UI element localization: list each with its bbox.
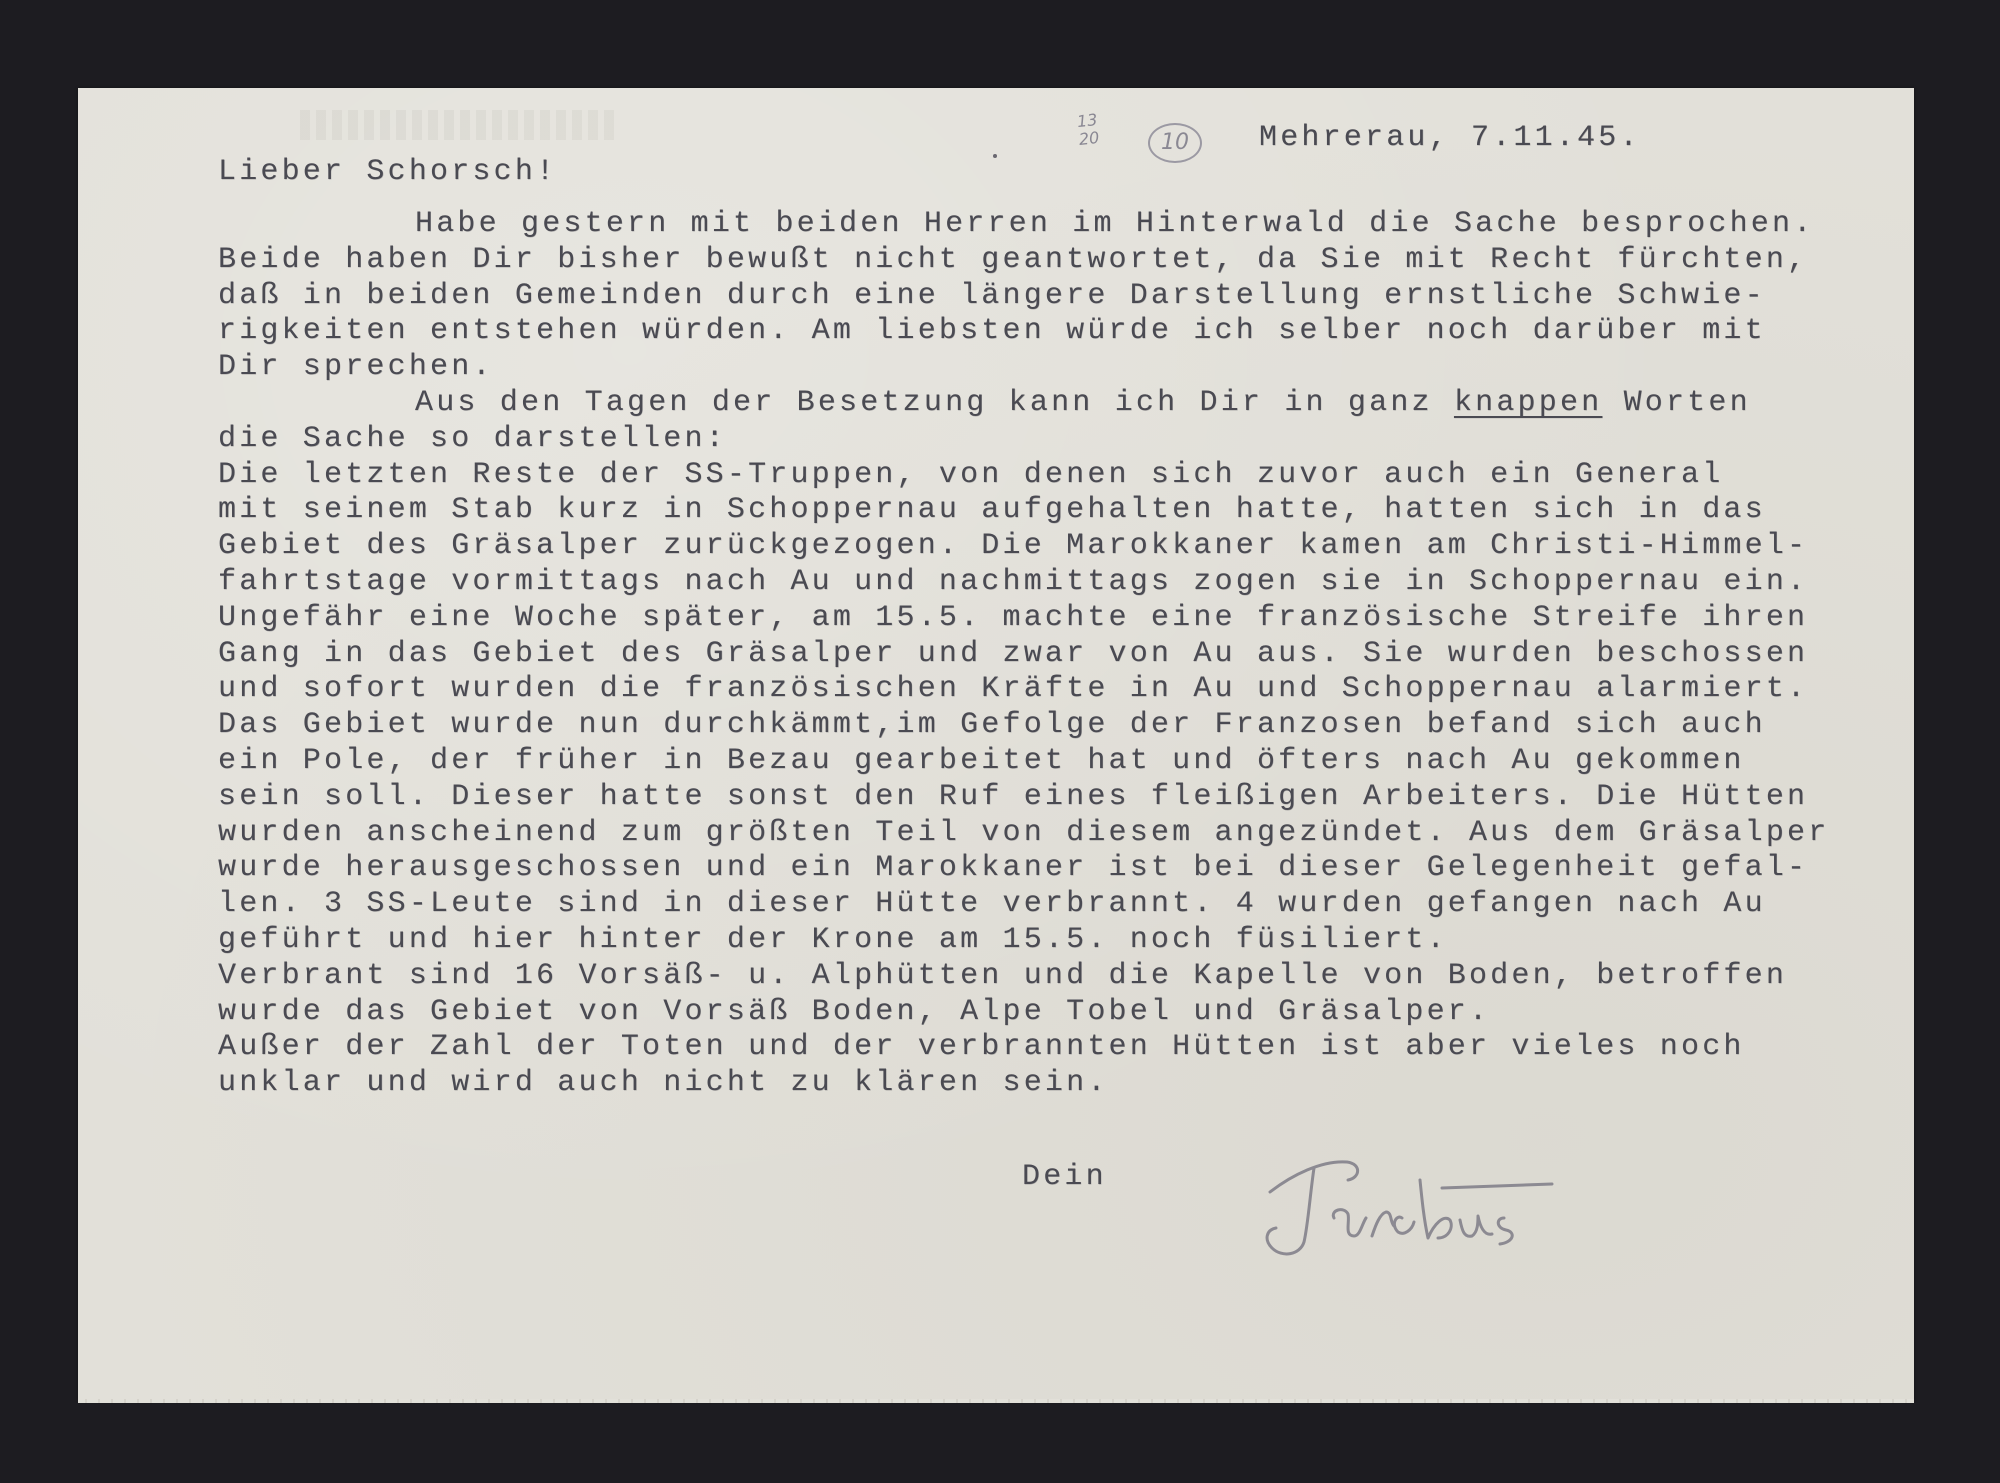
body-line: [218, 350, 1829, 386]
body-line-text: len. 3 SS-Leute sind in dieser Hütte verbrannt. 4 wurden gefangen nach Au: [218, 887, 1766, 922]
place-and-date: Mehrerau, 7.11.45.: [1259, 121, 1641, 155]
body-line-text: sein soll. Dieser hatte sonst den Ruf eines fleißigen Arbeiters. Die Hütten: [218, 779, 1809, 814]
body-line-text: daß in beiden Gemeinden durch eine längere Darstellung ernstliche Schwie-: [218, 278, 1766, 313]
body-line-text: Gang in das Gebiet des Gräsalper und zwar von Au aus. Sie wurden beschossen: [218, 636, 1809, 671]
body-line-text: Außer der Zahl der Toten und der verbrannten Hütten ist aber vieles noch: [218, 1030, 1745, 1065]
body-line-text: unklar und wird auch nicht zu klären sein.: [218, 1066, 1109, 1101]
body-line: [218, 672, 1829, 708]
closing-word: Dein: [1022, 1160, 1107, 1194]
body-line: [218, 959, 1829, 995]
body-line-text: Das Gebiet wurde nun durchkämmt,im Gefolge der Franzosen befand sich auch: [218, 708, 1766, 743]
body-line: [218, 780, 1829, 816]
body-line-text: ein Pole, der früher in Bezau gearbeitet hat und öfters nach Au gekommen: [218, 743, 1745, 778]
body-line: [218, 565, 1829, 601]
faded-stamp-mark: [300, 110, 620, 140]
body-line-text: Gebiet des Gräsalper zurückgezogen. Die Marokkaner kamen am Christi-Himmel-: [218, 529, 1809, 564]
body-line: [218, 529, 1829, 565]
body-line: [218, 601, 1829, 637]
body-line: [218, 207, 1829, 243]
body-line: [218, 923, 1829, 959]
body-line: [218, 1066, 1829, 1102]
body-line-text: Ungefähr eine Woche später, am 15.5. machte eine französische Streife ihren: [218, 600, 1809, 635]
body-line-text: Die letzten Reste der SS-Truppen, von denen sich zuvor auch ein General: [218, 457, 1724, 492]
handwritten-signature: [1252, 1140, 1572, 1270]
body-line-text: Habe gestern mit beiden Herren im Hinterwald die Sache besprochen.: [415, 207, 1815, 241]
body-line-text-after: Worten: [1602, 385, 1751, 420]
body-line-text: und sofort wurden die französischen Kräfte in Au und Schoppernau alarmiert.: [218, 672, 1809, 707]
body-line: [218, 851, 1829, 887]
body-line-text: geführt und hier hinter der Krone am 15.5. noch füsiliert.: [218, 922, 1448, 957]
body-line: [218, 314, 1829, 350]
body-line: [218, 708, 1829, 744]
archive-pencil-number: 13 20: [1076, 110, 1101, 149]
body-line-text: rigkeiten entstehen würden. Am liebsten würde ich selber noch darüber mit: [218, 314, 1766, 349]
body-line-text: die Sache so darstellen:: [218, 421, 727, 456]
body-line: [218, 243, 1829, 279]
body-line: [218, 744, 1829, 780]
body-line-text: wurde das Gebiet von Vorsäß Boden, Alpe Tobel und Gräsalper.: [218, 994, 1491, 1029]
body-line: [218, 995, 1829, 1031]
body-line: [218, 887, 1829, 923]
body-line: [218, 637, 1829, 673]
archive-circled-number: 10: [1148, 123, 1202, 163]
body-line: [218, 422, 1829, 458]
body-line: [218, 493, 1829, 529]
body-line-text: Beide haben Dir bisher bewußt nicht geantwortet, da Sie mit Recht fürchten,: [218, 242, 1809, 277]
body-line-text: wurden anscheinend zum größten Teil von diesem angezündet. Aus dem Gräsalper: [218, 815, 1830, 850]
body-line: [218, 816, 1829, 852]
salutation: Lieber Schorsch!: [218, 155, 558, 189]
body-line-text: Aus den Tagen der Besetzung kann ich Dir in ganz: [415, 385, 1454, 420]
ink-dot: [993, 154, 997, 158]
body-line-text: mit seinem Stab kurz in Schoppernau aufgehalten hatte, hatten sich in das: [218, 493, 1766, 528]
body-line-text: fahrtstage vormittags nach Au und nachmittags zogen sie in Schoppernau ein.: [218, 564, 1809, 599]
body-line-text: Verbrant sind 16 Vorsäß- u. Alphütten und die Kapelle von Boden, betroffen: [218, 958, 1788, 993]
body-line-text: wurde herausgeschossen und ein Marokkaner ist bei dieser Gelegenheit gefal-: [218, 851, 1809, 886]
body-line: [218, 279, 1829, 315]
body-line: [218, 1030, 1829, 1066]
underlined-word: knappen: [1453, 385, 1603, 420]
body-line: [218, 386, 1829, 422]
body-line-text: Dir sprechen.: [218, 350, 494, 385]
letter-body: [218, 207, 1829, 1102]
body-line: [218, 458, 1829, 494]
